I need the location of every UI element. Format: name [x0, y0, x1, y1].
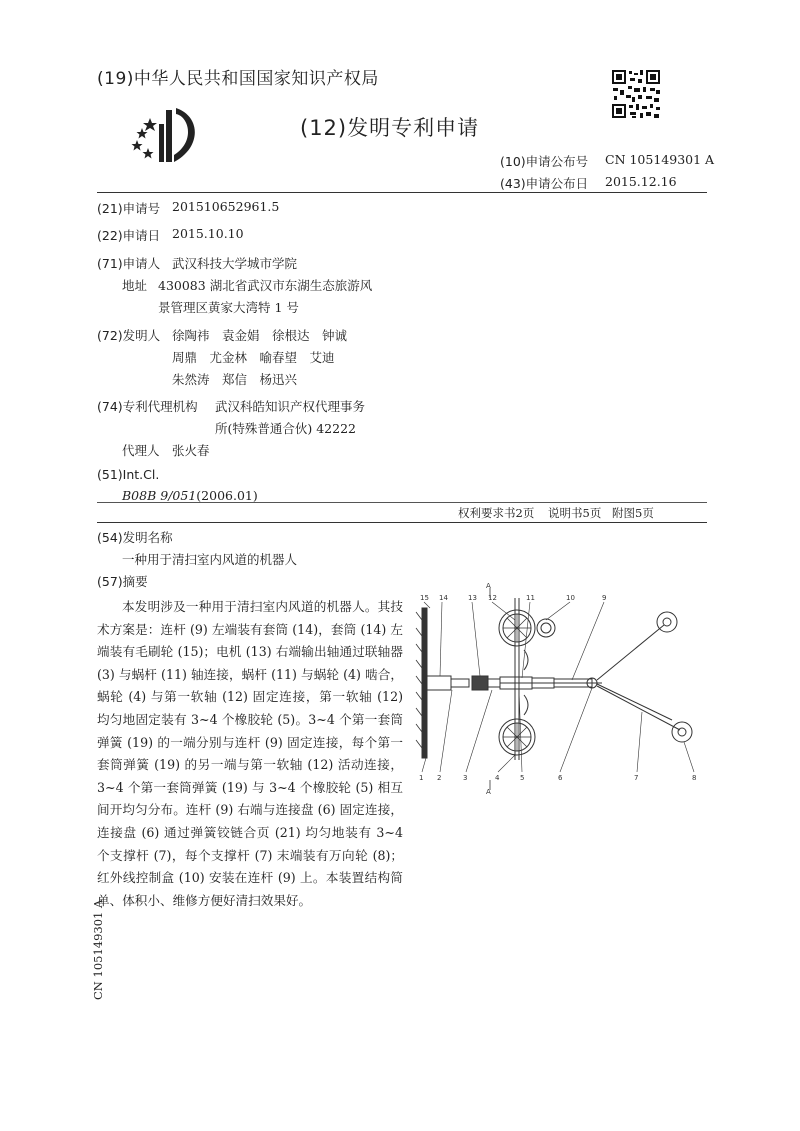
publication-date: 2015.12.16	[605, 174, 677, 189]
address-label: 地址	[122, 278, 148, 293]
figure-label-14: 14	[439, 594, 448, 602]
application-date: 2015.10.10	[172, 226, 244, 241]
pages-description: 说明书5页	[548, 506, 602, 520]
qr-code	[610, 68, 662, 120]
agent: 张火春	[172, 443, 210, 458]
abstract-label: (57)摘要	[97, 574, 148, 589]
ipc-version: (2006.01)	[196, 488, 258, 503]
inventors-label: (72)发明人	[97, 328, 161, 343]
figure-label-6: 6	[558, 774, 563, 782]
agency-line-2: 所(特殊普通合伙) 42222	[215, 421, 356, 436]
figure-label-a-top: A	[486, 582, 491, 590]
figure-label-2: 2	[437, 774, 442, 782]
abstract-text	[97, 596, 403, 912]
figure-label-5: 5	[520, 774, 525, 782]
cnipa-logo	[128, 104, 208, 166]
application-number-label: (21)申请号	[97, 201, 161, 216]
biblio-divider-bottom	[97, 522, 707, 523]
header-divider	[97, 192, 707, 193]
abstract-figure	[412, 580, 712, 795]
address-line-2: 景管理区黄家大湾特 1 号	[158, 300, 299, 315]
figure-label-12: 12	[488, 594, 497, 602]
invention-title: 一种用于清扫室内风道的机器人	[122, 552, 298, 567]
figure-label-a-bottom: A	[486, 788, 491, 795]
document-type-title: (12)发明专利申请	[300, 116, 480, 140]
figure-label-13: 13	[468, 594, 477, 602]
applicant: 武汉科技大学城市学院	[172, 256, 298, 271]
office-name: (19)中华人民共和国国家知识产权局	[97, 69, 379, 89]
figure-label-15: 15	[420, 594, 429, 602]
agent-label: 代理人	[122, 443, 160, 458]
publication-number-label: (10)申请公布号	[500, 154, 589, 169]
figure-label-10: 10	[566, 594, 575, 602]
applicant-label: (71)申请人	[97, 256, 161, 271]
figure-label-9: 9	[602, 594, 607, 602]
agency-label: (74)专利代理机构	[97, 399, 198, 414]
figure-label-4: 4	[495, 774, 500, 782]
address-line-1: 430083 湖北省武汉市东湖生态旅游风	[158, 278, 373, 293]
inventors-line-2: 周鼎 尤金林 喻春望 艾迪	[172, 350, 335, 365]
publication-date-label: (43)申请公布日	[500, 176, 589, 191]
figure-label-1: 1	[419, 774, 424, 782]
publication-number: CN 105149301 A	[605, 152, 715, 167]
application-date-label: (22)申请日	[97, 228, 161, 243]
figure-label-3: 3	[463, 774, 468, 782]
pages-claims: 权利要求书2页	[458, 506, 535, 520]
figure-label-7: 7	[634, 774, 639, 782]
inventors-line-3: 朱然涛 郑信 杨迅兴	[172, 372, 298, 387]
agency-line-1: 武汉科皓知识产权代理事务	[215, 399, 366, 414]
ipc-code-value: B08B 9/051	[122, 488, 197, 503]
biblio-divider-top	[97, 502, 707, 503]
figure-label-11: 11	[526, 594, 535, 602]
int-cl-label: (51)Int.Cl.	[97, 467, 160, 482]
application-number: 201510652961.5	[172, 199, 280, 214]
invention-title-label: (54)发明名称	[97, 530, 173, 545]
inventors-line-1: 徐陶祎 袁金娟 徐根达 钟诚	[172, 328, 348, 343]
side-publication-number: CN 105149301 A	[91, 899, 105, 1000]
robot-drawing	[412, 580, 712, 795]
pages-figures: 附图5页	[612, 506, 654, 520]
ipc-code	[122, 488, 258, 503]
abstract-paragraph: 本发明涉及一种用于清扫室内风道的机器人。其技术方案是：连杆 (9) 左端装有套筒 (14)，套筒 (14) 左端装有毛刷轮 (15)；电机 (13) 右端输出轴通过联轴器 (3) 与蜗杆 (11) 轴连接，蜗杆 (11) 与蜗轮 (4) 啮合，蜗轮 (4) 与第一软轴 (12) 固定连接，第一软轴 (12) 均匀地固定装有 3~4 个橡胶轮 (5)。3~4 个第一套筒弹簧 (19) 的一端分别与连杆 (9) 固定连接，每个第一套筒弹簧 (19) 的另一端与第一软轴 (12) 活动连接，3~4 个第一套筒弹簧 (19) 与 3~4 个橡胶轮 (5) 相互间开均匀分布。连杆 (9) 右端与连接盘 (6) 固定连接，连接盘 (6) 通过弹簧铰链合页 (21) 均匀地装有 3~4 个支撑杆 (7)，每个支撑杆 (7) 末端装有万向轮 (8)；红外线控制盒 (10) 安装在连杆 (9) 上。本装置结构简单、体积小、维修方便好清扫效果好。	[97, 599, 403, 908]
figure-label-8: 8	[692, 774, 697, 782]
